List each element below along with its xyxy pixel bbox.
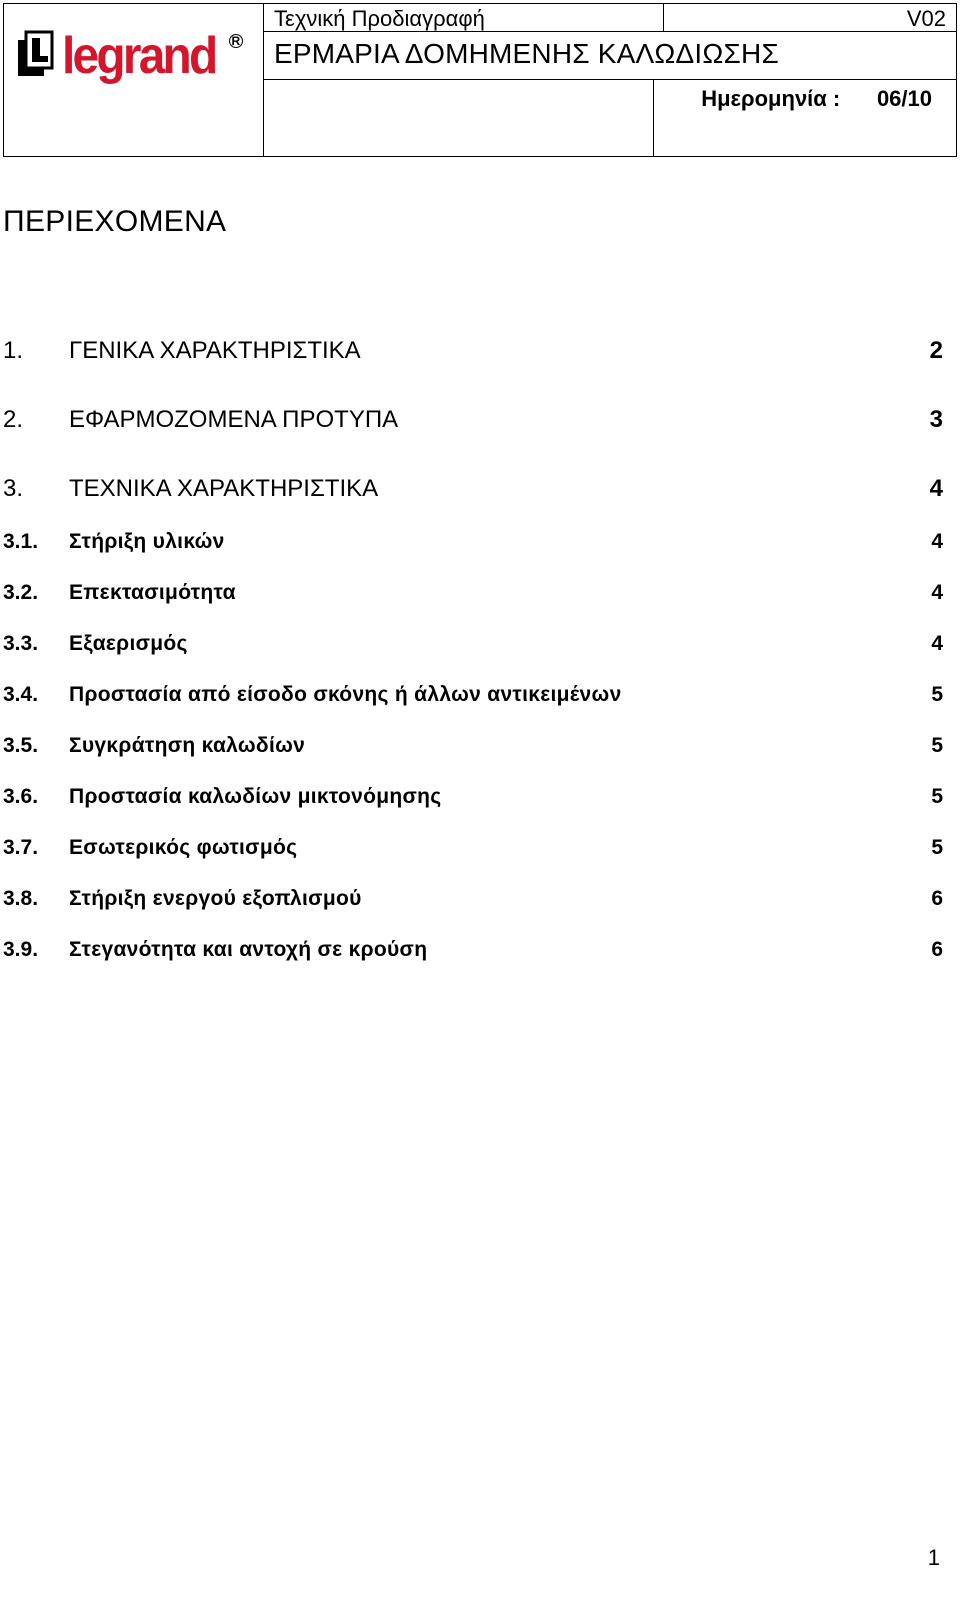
toc-entry-title: Συγκράτηση καλωδίων	[69, 734, 306, 757]
header-row-title	[264, 32, 956, 80]
toc-entry-page: 5	[931, 734, 943, 757]
toc-entry-title: Εσωτερικός φωτισμός	[69, 836, 298, 859]
toc-entry-number: 3.2.	[3, 581, 39, 604]
doc-type: Τεχνική Προδιαγραφή	[274, 6, 485, 31]
toc-entry-page: 4	[931, 530, 943, 553]
toc-entry-title: Στήριξη υλικών	[69, 530, 225, 553]
date-label: Ημερομηνία :	[701, 86, 841, 111]
page-number: 1	[927, 1545, 940, 1570]
toc-entry-number: 1.	[3, 337, 24, 364]
toc-entry-title: Επεκτασιμότητα	[69, 581, 236, 604]
toc-entry[interactable]	[3, 406, 943, 436]
toc-entry-number: 3.4.	[3, 683, 39, 706]
legrand-mark-icon	[18, 30, 58, 82]
logo-cell	[4, 4, 264, 156]
toc-entry[interactable]	[3, 475, 943, 505]
toc-entry[interactable]	[3, 683, 943, 713]
toc-entry-number: 3.6.	[3, 785, 39, 808]
toc-entry[interactable]	[3, 836, 943, 866]
toc-entry-page: 4	[929, 475, 943, 502]
toc-entry-page: 5	[931, 836, 943, 859]
date-value: 06/10	[876, 86, 932, 111]
toc-entry-page: 5	[931, 785, 943, 808]
toc-entry[interactable]	[3, 938, 943, 968]
header-divider	[653, 80, 654, 156]
toc-entry-title: ΕΦΑΡΜΟΖΟΜΕΝΑ ΠΡΟΤΥΠΑ	[69, 406, 399, 433]
toc-entry-title: ΤΕΧΝΙΚΑ ΧΑΡΑΚΤΗΡΙΣΤΙΚΑ	[69, 475, 379, 502]
toc-entry[interactable]	[3, 887, 943, 917]
toc-entry-title: Προστασία καλωδίων μικτονόμησης	[69, 785, 442, 808]
toc-entry-number: 3.	[3, 475, 24, 502]
logo-wordmark: legrand	[62, 27, 216, 85]
toc-heading: ΠΕΡΙΕΧΟΜΕΝΑ	[3, 205, 227, 238]
toc-entry-page: 5	[931, 683, 943, 706]
toc-entry[interactable]	[3, 785, 943, 815]
header-row-doc-type	[264, 4, 956, 32]
toc-entry-number: 3.3.	[3, 632, 39, 655]
toc-entry-title: ΓΕΝΙΚΑ ΧΑΡΑΚΤΗΡΙΣΤΙΚΑ	[69, 337, 361, 364]
toc-entry-page: 3	[929, 406, 943, 433]
toc-entry-title: Στήριξη ενεργού εξοπλισμού	[69, 887, 362, 910]
toc-entry-page: 4	[931, 581, 943, 604]
legrand-logo	[18, 27, 241, 85]
toc-entry-title: Εξαερισμός	[69, 632, 188, 655]
toc-entry-page: 4	[931, 632, 943, 655]
toc-entry[interactable]	[3, 337, 943, 367]
header-row-date	[264, 80, 956, 156]
toc-entry[interactable]	[3, 734, 943, 764]
doc-version: V02	[906, 6, 946, 31]
toc-entry-page: 2	[929, 337, 943, 364]
version-cell	[663, 4, 956, 32]
toc-entry-page: 6	[931, 938, 943, 961]
toc-entry[interactable]	[3, 632, 943, 662]
toc-entry-number: 3.7.	[3, 836, 39, 859]
document-title: ΕΡΜΑΡΙΑ ΔΟΜΗΜΕΝΗΣ ΚΑΛΩΔΙΩΣΗΣ	[274, 38, 779, 69]
toc-entry-title: Προστασία από είσοδο σκόνης ή άλλων αντικειμένων	[69, 683, 622, 706]
toc-entry-number: 3.8.	[3, 887, 39, 910]
document-header	[3, 3, 957, 157]
toc-entry[interactable]	[3, 530, 943, 560]
registered-mark: R	[229, 34, 243, 48]
toc-entry-number: 2.	[3, 406, 24, 433]
toc-entry-number: 3.9.	[3, 938, 39, 961]
doc-date	[701, 86, 932, 112]
toc-entry-page: 6	[931, 887, 943, 910]
toc-entry-number: 3.1.	[3, 530, 39, 553]
toc-entry-number: 3.5.	[3, 734, 39, 757]
toc-entry-title: Στεγανότητα και αντοχή σε κρούση	[69, 938, 428, 961]
toc-entry[interactable]	[3, 581, 943, 611]
